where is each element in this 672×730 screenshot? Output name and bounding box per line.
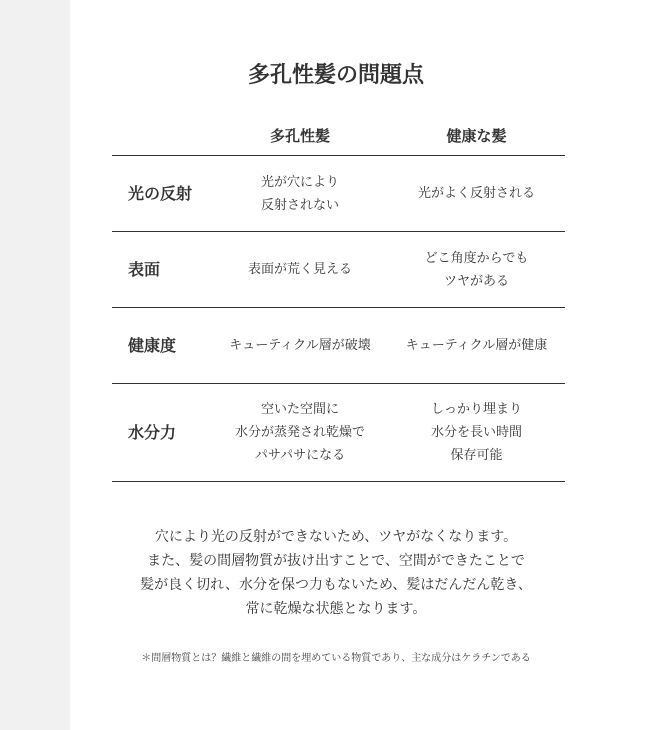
cell-line: 水分を長い時間 <box>430 425 522 440</box>
porous-cell <box>212 308 388 384</box>
page-title: 多孔性髪の問題点 <box>247 63 424 88</box>
cell-line: しっかり埋まり <box>430 402 522 417</box>
porous-cell <box>212 384 388 482</box>
paragraph-line: 髪が良く切れ、水分を保つ力もないため、髪はだんだん乾き、 <box>140 577 532 593</box>
paragraph-line: また、髪の間層物質が抜け出すことで、空間ができたことで <box>147 553 525 569</box>
healthy-cell <box>388 156 565 232</box>
cell-line: どこ角度からでも <box>424 250 529 266</box>
table-row <box>112 232 565 308</box>
table-row <box>112 156 565 232</box>
cell-line: 空いた空間に <box>260 402 339 417</box>
paragraph-line: 穴により光の反射ができないため、ツヤがなくなります。 <box>154 529 518 545</box>
healthy-cell <box>388 384 565 482</box>
footnote: ＊間層物質とは？繊維と繊維の間を埋めている物質であり、主な成分はケラチンである <box>141 653 531 664</box>
cell-line: 反射されない <box>260 197 339 213</box>
table-row <box>112 308 565 384</box>
healthy-cell <box>388 308 565 384</box>
row-label-surface: 表面 <box>112 232 212 308</box>
cell-line: 表面が荒く見える <box>247 262 352 277</box>
cell-line: キューティクル層が破壊 <box>229 338 371 353</box>
porous-cell <box>212 156 388 232</box>
row-label-health-level: 健康度 <box>112 308 212 384</box>
comparison-table <box>112 115 565 482</box>
healthy-cell <box>388 232 565 308</box>
row-label-moisture: 水分力 <box>112 384 212 482</box>
explanation-paragraph <box>0 525 672 621</box>
cell-line: 保存可能 <box>450 448 503 463</box>
cell-line: パサパサになる <box>254 448 346 463</box>
header-healthy-hair: 健康な髪 <box>446 126 507 145</box>
header-empty-cell <box>112 115 212 156</box>
header-porous-hair: 多孔性髪 <box>269 126 330 145</box>
porous-cell <box>212 232 388 308</box>
table-row <box>112 384 565 482</box>
cell-line: ツヤがある <box>443 273 509 289</box>
paragraph-line: 常に乾燥な状態となります。 <box>245 601 427 617</box>
cell-line: キューティクル層が健康 <box>405 338 548 353</box>
cell-line: 光がよく反射される <box>417 186 535 201</box>
table-header-row <box>112 115 565 156</box>
cell-line: 光が穴により <box>260 174 339 190</box>
cell-line: 水分が蒸発され乾燥で <box>234 425 365 440</box>
row-label-light-reflection: 光の反射 <box>112 156 212 232</box>
